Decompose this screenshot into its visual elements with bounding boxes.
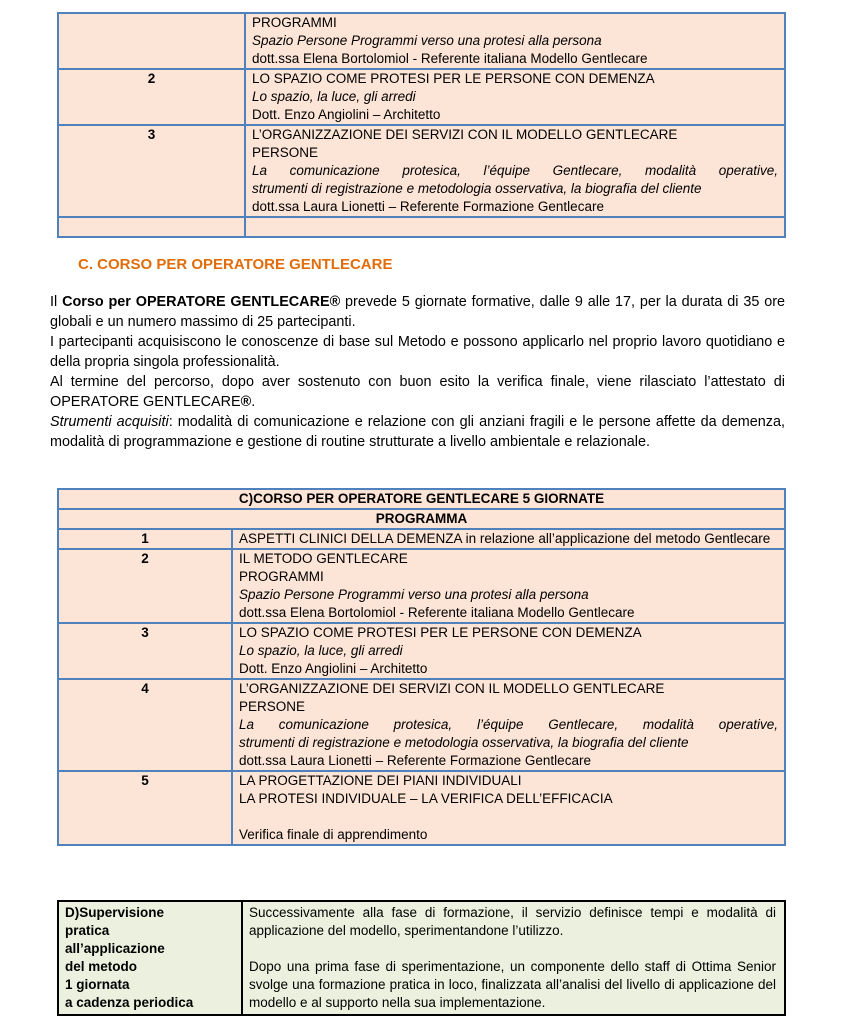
row-content — [245, 13, 785, 69]
row-number: 2 — [58, 69, 245, 125]
module-note: Verifica finale di apprendimento — [239, 827, 428, 842]
table-row — [58, 13, 785, 69]
table-row — [58, 125, 785, 217]
module-speaker: Dott. Enzo Angiolini – Architetto — [239, 661, 428, 676]
row-number: 4 — [58, 679, 232, 771]
row-content — [232, 549, 785, 623]
paragraph — [50, 372, 785, 412]
table-title: C)CORSO PER OPERATORE GENTLECARE 5 GIORNATE — [58, 489, 785, 509]
paragraph — [50, 292, 785, 332]
text-span: : modalità di comunicazione e relazione con gli anziani fragili e le persone affette da demenza, modalità di programmazione e gestione di routine strutturate a livello ambientale e relazionale. — [50, 414, 785, 450]
table-subtitle-row — [58, 509, 785, 529]
module-subtitle: Lo spazio, la luce, gli arredi — [239, 643, 403, 658]
table-subtitle: PROGRAMMA — [58, 509, 785, 529]
table-row — [58, 549, 785, 623]
row-number: 2 — [58, 549, 232, 623]
module-subtitle: strumenti di registrazione e metodologia osservativa, la biografia del cliente — [252, 181, 702, 196]
module-subtitle: strumenti di registrazione e metodologia osservativa, la biografia del cliente — [239, 735, 689, 750]
table-title-row — [58, 489, 785, 509]
row-number: 3 — [58, 623, 232, 679]
paragraph: Successivamente alla fase di formazione, il servizio definisce tempi e modalità di applicazione del modello, sperimentandone l’utilizzo. — [249, 905, 776, 938]
module-speaker: Dott. Enzo Angiolini – Architetto — [252, 107, 441, 122]
row-content — [232, 529, 785, 549]
course-name: Corso per OPERATORE GENTLECARE® — [62, 294, 341, 310]
spacer — [249, 940, 776, 958]
label-line: D)Supervisione — [65, 905, 165, 920]
course-program-table — [57, 488, 786, 846]
table-row — [58, 69, 785, 125]
module-speaker: dott.ssa Elena Bortolomiol - Referente italiana Modello Gentlecare — [239, 605, 635, 620]
module-subtitle: Lo spazio, la luce, gli arredi — [252, 89, 416, 104]
paragraph: I partecipanti acquisiscono le conoscenze di base sul Metodo e possono applicarlo nel proprio lavoro quotidiano e della propria singola professionalità. — [50, 334, 785, 370]
module-title-cont: PROGRAMMI — [239, 569, 324, 584]
table-row — [58, 771, 785, 845]
module-title: PROGRAMMI — [252, 15, 337, 30]
paragraph — [50, 412, 785, 452]
label-line: del metodo — [65, 959, 138, 974]
empty-cell — [245, 217, 785, 237]
module-speaker: dott.ssa Laura Lionetti – Referente Formazione Gentlecare — [239, 753, 591, 768]
label-line: all’applicazione — [65, 941, 165, 956]
row-content — [232, 623, 785, 679]
table-row — [58, 623, 785, 679]
row-number — [58, 13, 245, 69]
label-line: pratica — [65, 923, 110, 938]
text-span: . — [251, 394, 256, 410]
module-title-cont: PERSONE — [252, 145, 319, 160]
registered-mark: ® — [240, 394, 252, 410]
row-content — [245, 69, 785, 125]
module-title: L’ORGANIZZAZIONE DEI SERVIZI CON IL MODELLO GENTLECARE — [252, 127, 678, 142]
module-speaker: dott.ssa Elena Bortolomiol - Referente italiana Modello Gentlecare — [252, 51, 648, 66]
row-content — [232, 771, 785, 845]
text-span: Al termine del percorso, dopo aver sostenuto con buon esito la verifica finale, viene rilasciato l’attestato di OPERATORE GENTLECARE — [50, 374, 785, 410]
module-title-cont: LA PROTESI INDIVIDUALE – LA VERIFICA DELL’EFFICACIA — [239, 791, 613, 806]
supervision-description — [242, 901, 785, 1015]
table-row — [58, 901, 785, 1015]
supervision-label — [58, 901, 242, 1015]
row-content — [232, 679, 785, 771]
row-content — [245, 125, 785, 217]
module-subtitle: Spazio Persone Programmi verso una protesi alla persona — [252, 33, 602, 48]
section-heading: C. CORSO PER OPERATORE GENTLECARE — [78, 256, 393, 273]
italic-label: Strumenti acquisiti — [50, 414, 169, 430]
module-subtitle: La comunicazione protesica, l’équipe Gentlecare, modalità operative, — [252, 163, 778, 178]
module-subtitle: Spazio Persone Programmi verso una protesi alla persona — [239, 587, 589, 602]
row-number: 1 — [58, 529, 232, 549]
table-row-empty — [58, 217, 785, 237]
table-row — [58, 529, 785, 549]
supervision-table — [57, 900, 786, 1016]
module-title: LA PROGETTAZIONE DEI PIANI INDIVIDUALI — [239, 773, 522, 788]
module-title: L’ORGANIZZAZIONE DEI SERVIZI CON IL MODELLO GENTLECARE — [239, 681, 665, 696]
row-number: 3 — [58, 125, 245, 217]
module-title: ASPETTI CLINICI DELLA DEMENZA — [239, 531, 462, 546]
module-title: LO SPAZIO COME PROTESI PER LE PERSONE CON DEMENZA — [239, 625, 642, 640]
spacer — [239, 808, 778, 826]
text-span: Il — [50, 294, 63, 310]
label-line: 1 giornata — [65, 977, 130, 992]
module-speaker: dott.ssa Laura Lionetti – Referente Formazione Gentlecare — [252, 199, 604, 214]
module-subtitle: La comunicazione protesica, l’équipe Gentlecare, modalità operative, — [239, 717, 778, 732]
empty-cell — [58, 217, 245, 237]
row-number: 5 — [58, 771, 232, 845]
module-title: LO SPAZIO COME PROTESI PER LE PERSONE CON DEMENZA — [252, 71, 655, 86]
table-row — [58, 679, 785, 771]
section-intro — [50, 292, 785, 452]
paragraph: Dopo una prima fase di sperimentazione, un componente dello staff di Ottima Senior svolge una formazione pratica in loco, finalizzata all’analisi del livello di applicazione del modello e al supporto nella sua implementazione. — [249, 959, 776, 1010]
module-title: IL METODO GENTLECARE — [239, 551, 408, 566]
text-span: prevede 5 giornate formative, dalle 9 alle 17, per la durata di 35 ore globali e un numero massimo di 25 partecipanti. — [50, 294, 785, 330]
program-table-continued — [57, 12, 786, 238]
module-title-rest: in relazione all’applicazione del metodo Gentlecare — [461, 531, 771, 546]
module-title-cont: PERSONE — [239, 699, 306, 714]
label-line: a cadenza periodica — [65, 995, 194, 1010]
